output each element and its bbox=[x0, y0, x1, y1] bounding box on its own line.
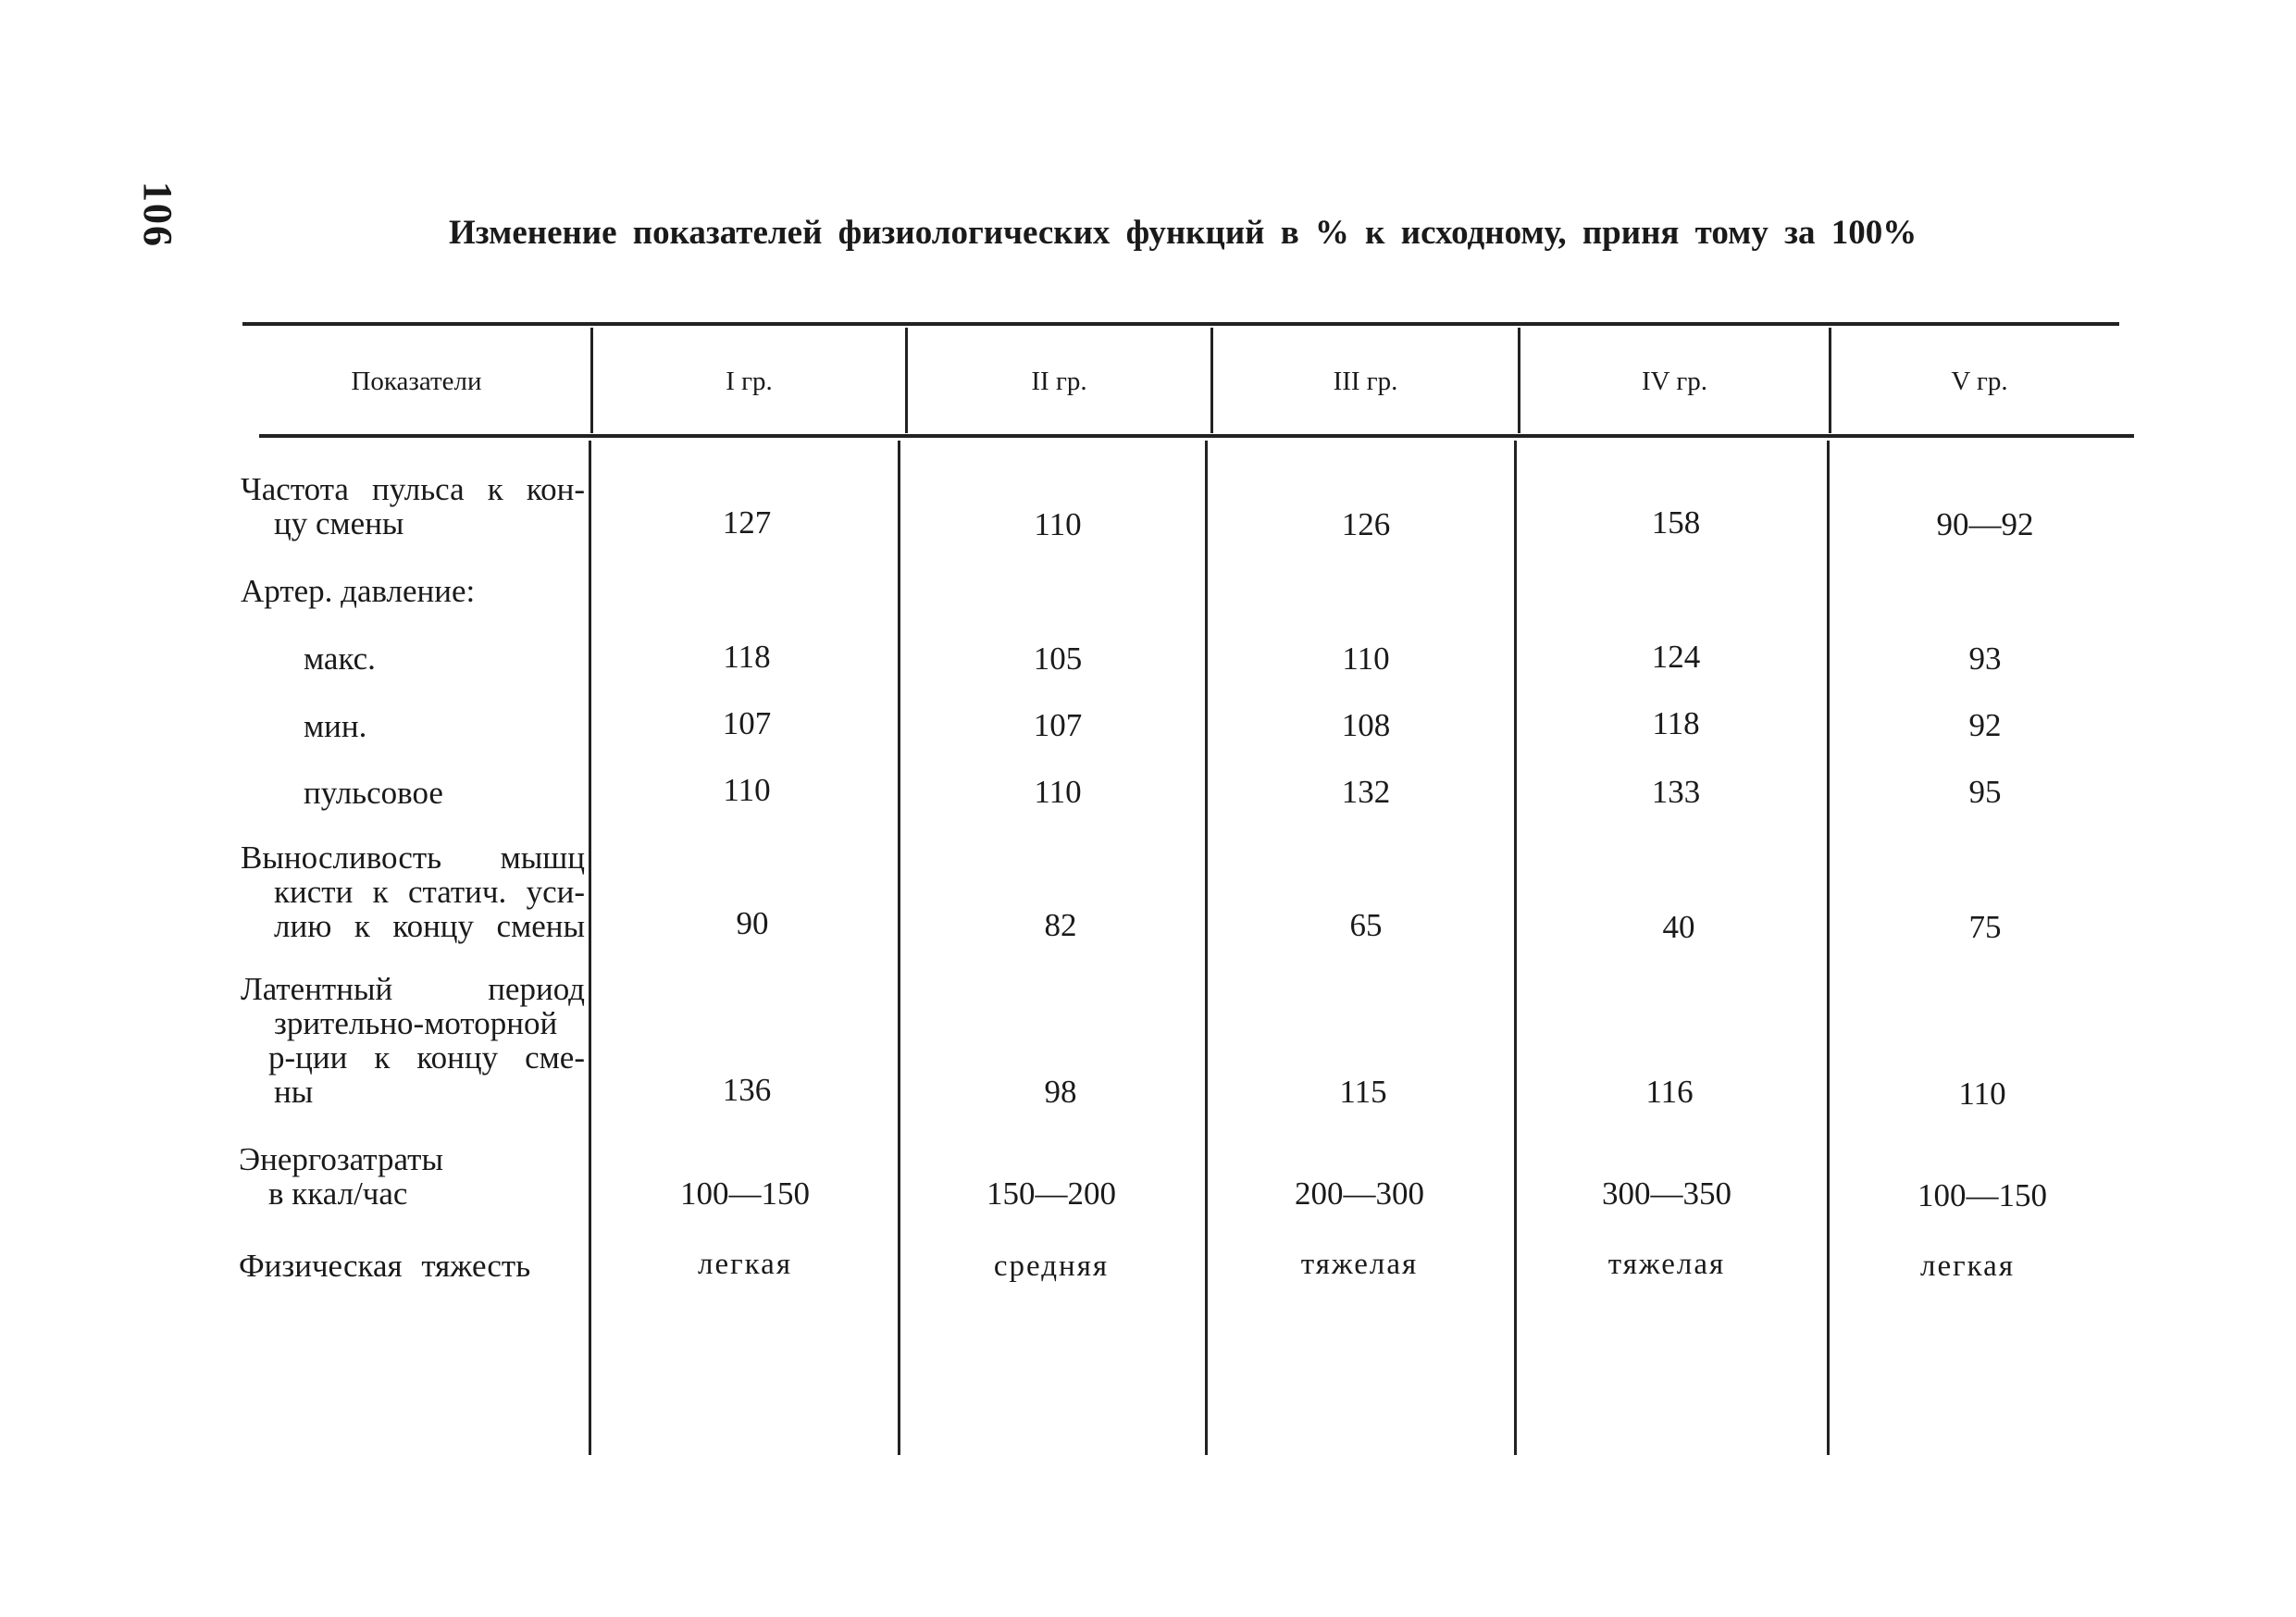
row-label-energy-line1: Энергозатраты bbox=[239, 1141, 443, 1177]
column-divider bbox=[1827, 441, 1830, 1455]
cell-endurance-g5: 75 bbox=[1968, 909, 2002, 945]
header-indicator: Показатели bbox=[351, 367, 482, 396]
cell-max-g2: 105 bbox=[1033, 641, 1083, 677]
cell-energy-g1: 100—150 bbox=[680, 1175, 810, 1212]
table-top-rule bbox=[242, 322, 2119, 326]
cell-pulse-pressure-g4: 133 bbox=[1651, 774, 1701, 810]
row-label-latency-line1: Латентный период bbox=[241, 971, 585, 1007]
cell-severity-g5: легкая bbox=[1919, 1250, 2015, 1283]
row-label-endurance-line1: Выносливость мышц bbox=[241, 840, 585, 876]
cell-severity-g4: тяжелая bbox=[1607, 1248, 1726, 1281]
header-group-3: III гр. bbox=[1333, 367, 1398, 396]
cell-latency-g3: 115 bbox=[1339, 1074, 1387, 1110]
cell-min-g4: 118 bbox=[1652, 705, 1700, 741]
header-bottom-rule bbox=[259, 434, 2134, 438]
column-divider bbox=[1205, 441, 1208, 1455]
cell-max-g5: 93 bbox=[1968, 641, 2002, 677]
cell-max-g1: 118 bbox=[723, 639, 771, 675]
column-divider bbox=[898, 441, 900, 1455]
header-group-1: I гр. bbox=[726, 367, 773, 396]
row-label-severity: Физическая тяжесть bbox=[239, 1248, 531, 1284]
cell-endurance-g1: 90 bbox=[736, 905, 769, 941]
cell-min-g1: 107 bbox=[722, 705, 772, 741]
row-label-pulse-line2: цу смены bbox=[274, 505, 404, 541]
page-number: 106 bbox=[135, 181, 180, 248]
header-group-4: IV гр. bbox=[1642, 367, 1707, 396]
cell-pulse-pressure-g5: 95 bbox=[1968, 774, 2002, 810]
cell-pulse-g1: 127 bbox=[722, 504, 772, 541]
cell-energy-g3: 200—300 bbox=[1295, 1175, 1424, 1212]
cell-max-g3: 110 bbox=[1342, 641, 1390, 677]
cell-max-g4: 124 bbox=[1651, 639, 1701, 675]
row-label-pulse-pressure: пульсовое bbox=[304, 775, 443, 811]
cell-severity-g3: тяжелая bbox=[1300, 1248, 1419, 1281]
column-divider bbox=[1514, 441, 1517, 1455]
row-label-pressure: Артер. давление: bbox=[241, 573, 476, 609]
cell-energy-g5: 100—150 bbox=[1917, 1177, 2047, 1213]
cell-pulse-g5: 90—92 bbox=[1936, 506, 2034, 542]
cell-latency-g4: 116 bbox=[1645, 1074, 1694, 1110]
row-label-latency-line4: ны bbox=[274, 1074, 314, 1110]
header-group-2: II гр. bbox=[1031, 367, 1087, 396]
row-label-endurance-line2: кисти к статич. уси- bbox=[274, 874, 585, 910]
row-label-max: макс. bbox=[304, 641, 376, 677]
cell-energy-g4: 300—350 bbox=[1602, 1175, 1731, 1212]
cell-latency-g1: 136 bbox=[722, 1072, 772, 1108]
cell-pulse-g4: 158 bbox=[1651, 504, 1701, 541]
cell-pulse-pressure-g3: 132 bbox=[1341, 774, 1391, 810]
cell-endurance-g2: 82 bbox=[1044, 907, 1077, 943]
cell-energy-g2: 150—200 bbox=[987, 1175, 1116, 1212]
cell-severity-g1: легкая bbox=[697, 1248, 792, 1281]
cell-endurance-g3: 65 bbox=[1349, 907, 1383, 943]
cell-pulse-pressure-g2: 110 bbox=[1034, 774, 1082, 810]
row-label-latency-line3: р-ции к концу сме- bbox=[268, 1039, 585, 1076]
cell-min-g2: 107 bbox=[1033, 707, 1083, 743]
cell-min-g3: 108 bbox=[1341, 707, 1391, 743]
header-group-5: V гр. bbox=[1951, 367, 2008, 396]
cell-latency-g2: 98 bbox=[1044, 1074, 1077, 1110]
cell-pulse-pressure-g1: 110 bbox=[723, 772, 771, 808]
row-label-endurance-line3: лию к концу смены bbox=[274, 908, 585, 944]
cell-severity-g2: средняя bbox=[993, 1250, 1110, 1283]
row-label-energy-line2: в ккал/час bbox=[268, 1175, 408, 1212]
row-label-min: мин. bbox=[304, 708, 367, 744]
table-title: Изменение показателей физиологических функций в % к исходному, приня тому за 100% bbox=[449, 214, 1917, 252]
cell-latency-g5: 110 bbox=[1958, 1076, 2006, 1112]
cell-endurance-g4: 40 bbox=[1662, 909, 1695, 945]
cell-pulse-g3: 126 bbox=[1341, 506, 1391, 542]
row-label-latency-line2: зрительно-моторной bbox=[274, 1005, 558, 1041]
row-label-pulse-line1: Частота пульса к кон- bbox=[241, 471, 585, 507]
cell-min-g5: 92 bbox=[1968, 707, 2002, 743]
column-divider bbox=[589, 441, 591, 1455]
cell-pulse-g2: 110 bbox=[1034, 506, 1082, 542]
